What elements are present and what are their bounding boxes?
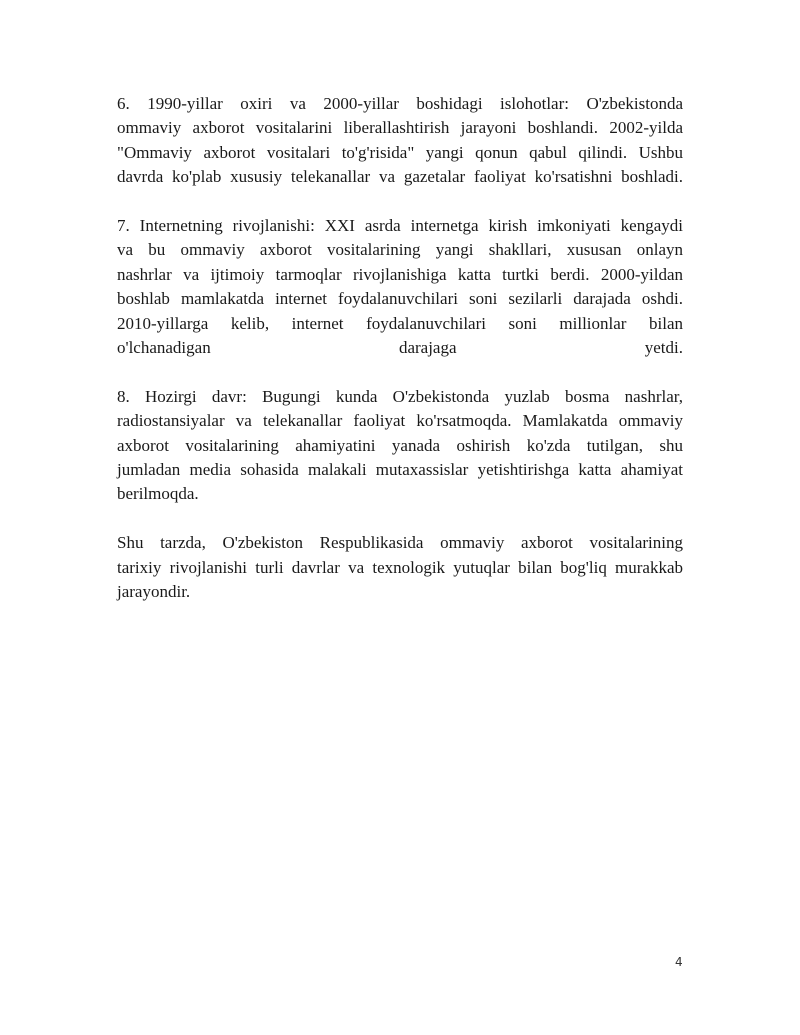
- text-line: 6. 1990-yillar oxiri va 2000-yillar boshidagi islohotlar: O'zbekistonda: [117, 94, 683, 113]
- text-line: radiostansiyalar va telekanallar faoliyat ko'rsatmoqda. Mamlakatda ommaviy: [117, 411, 683, 431]
- text-line: o'lchanadigan darajaga yetdi.: [117, 338, 683, 358]
- text-line: berilmoqda.: [117, 484, 199, 504]
- text-line: 2010-yillarga kelib, internet foydalanuvchilari soni millionlar bilan: [117, 313, 683, 333]
- text-line: nashrlar va ijtimoiy tarmoqlar rivojlanishiga katta turtki berdi. 2000-yildan: [117, 264, 683, 284]
- text-line: 8. Hozirgi davr: Bugungi kunda O'zbekistonda yuzlab bosma nashrlar,: [117, 386, 683, 406]
- document-body: [117, 92, 683, 629]
- page-number: 4: [675, 955, 683, 969]
- paragraph-internet: [117, 214, 683, 360]
- text-line: ommaviy axborot vositalarini liberallashtirish jarayoni boshlandi. 2002-yilda: [117, 118, 683, 138]
- text-line: axborot vositalarining ahamiyatini yanada oshirish ko'zda tutilgan, shu: [117, 435, 683, 455]
- text-line: boshlab mamlakatda internet foydalanuvchilari soni sezilarli darajada oshdi.: [117, 289, 683, 309]
- paragraph-reforms: [117, 92, 683, 190]
- text-line: tarixiy rivojlanishi turli davrlar va texnologik yutuqlar bilan bog'liq murakkab: [117, 557, 683, 577]
- text-line: davrda ko'plab xususiy telekanallar va gazetalar faoliyat ko'rsatishni boshladi.: [117, 167, 683, 187]
- paragraph-conclusion: [117, 531, 683, 604]
- text-line: jarayondir.: [117, 582, 191, 602]
- text-line: "Ommaviy axborot vositalari to'g'risida" yangi qonun qabul qilindi. Ushbu: [117, 142, 683, 162]
- paragraph-current-period: [117, 385, 683, 507]
- text-line: 7. Internetning rivojlanishi: XXI asrda internetga kirish imkoniyati kengaydi: [117, 216, 683, 236]
- text-line: va bu ommaviy axborot vositalarining yangi shakllari, xususan onlayn: [117, 240, 683, 260]
- text-line: Shu tarzda, O'zbekiston Respublikasida ommaviy axborot vositalarining: [117, 533, 683, 553]
- text-line: jumladan media sohasida malakali mutaxassislar yetishtirishga katta ahamiyat: [117, 460, 683, 480]
